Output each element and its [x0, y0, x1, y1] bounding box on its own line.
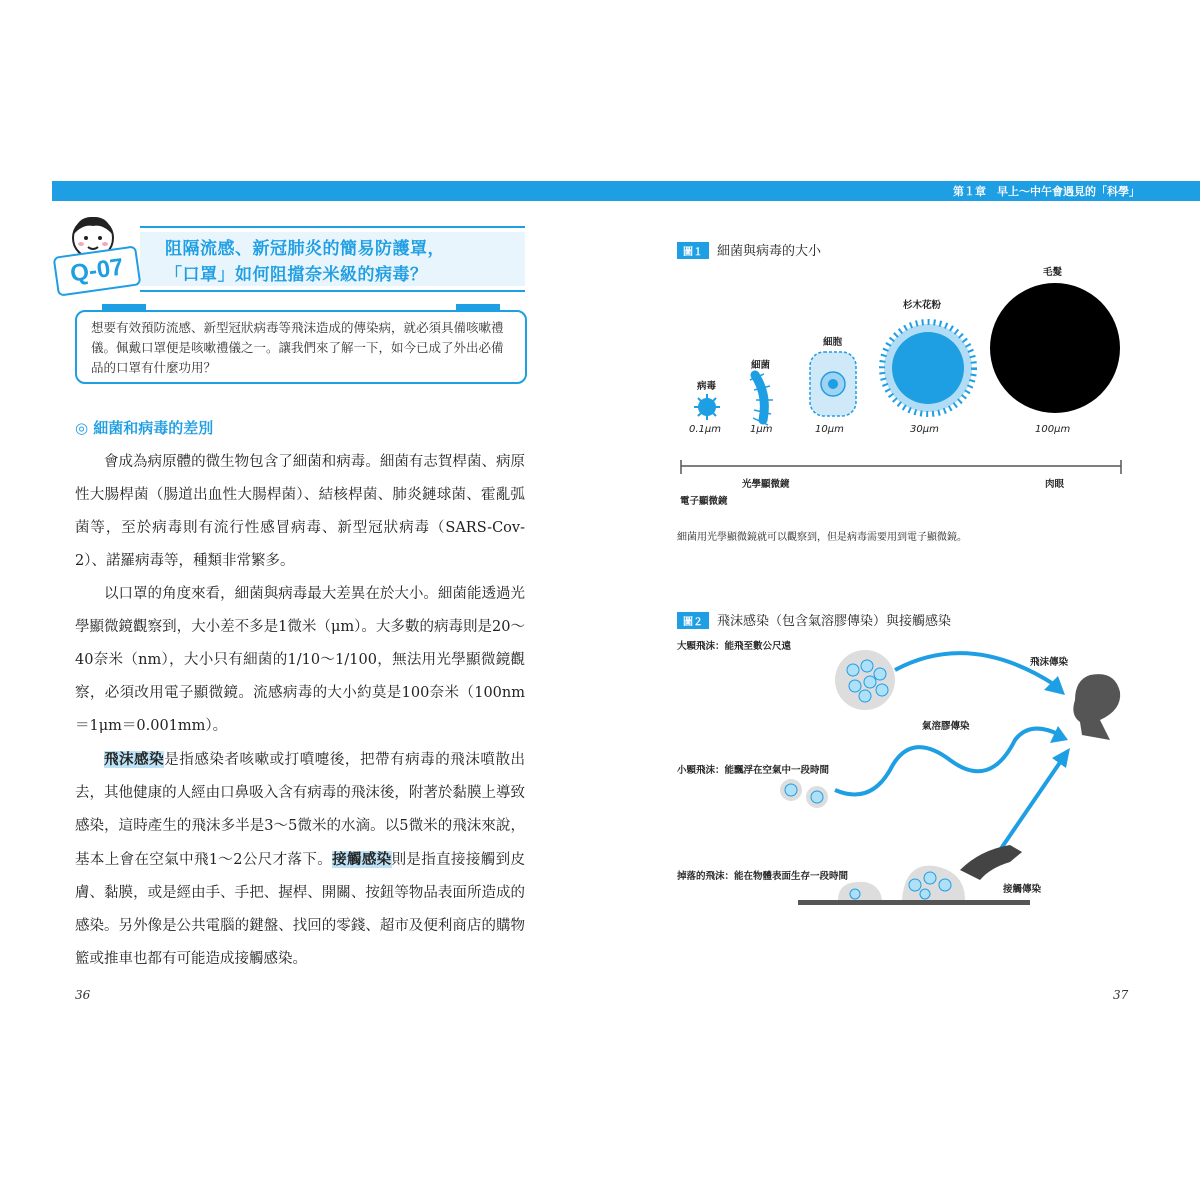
droplet-transmission-label: 飛沫傳染 — [1030, 657, 1069, 668]
scale-line — [678, 458, 1124, 478]
size-virus: 0.1μm — [689, 424, 722, 435]
page-number-left: 36 — [75, 988, 91, 1002]
body-text — [75, 446, 525, 976]
bacterium-icon — [750, 374, 773, 425]
label-pollen: 杉木花粉 — [903, 300, 942, 311]
scale-optical-label: 光學顯微鏡 — [742, 479, 790, 490]
term-droplet-infection: 飛沫感染 — [104, 751, 165, 768]
paragraph-1: 會成為病原體的微生物包含了細菌和病毒。細菌有志賀桿菌、病原性大腸桿菌（腸道出血性大腸桿菌）、結核桿菌、肺炎鏈球菌、霍亂弧菌等，至於病毒則有流行性感冒病毒、新型冠狀病毒（SARS-Cov-2）、諾羅病毒等，種類非常繁多。 — [75, 454, 525, 569]
large-droplet-label: 大顆飛沫：能飛至數公尺遠 — [677, 641, 792, 652]
contact-arrow — [1000, 758, 1063, 850]
paragraph-3: 飛沫感染是指感染者咳嗽或打噴嚏後，把帶有病毒的飛沫噴散出去，其他健康的人經由口鼻吸入含有病毒的飛沫後，附著於黏膜上導致感染，這時產生的飛沫多半是3～5微米的水滴。以5微米的飛沫來說，基本上會在空氣中飛1～2公尺才落下。接觸感染則是指直接接觸到皮膚、黏膜，或是經由手、手把、握桿、開關、按鈕等物品表面所造成的感染。另外像是公共電腦的鍵盤、找回的零錢、超市及便利商店的購物籃或推車也都有可能造成接觸感染。 — [75, 751, 526, 967]
size-hair: 100μm — [1035, 424, 1071, 435]
large-droplet-icon — [835, 650, 895, 710]
surface-line — [798, 900, 1030, 905]
figure-2-title: 圖２ 飛沫感染（包含氣溶膠傳染）與接觸感染 — [677, 610, 951, 629]
fallen-droplet-icon — [838, 866, 965, 900]
aerosol-transmission-label: 氣溶膠傳染 — [922, 721, 970, 732]
intro-text: 想要有效預防流感、新型冠狀病毒等飛沫造成的傳染病，就必須具備咳嗽禮儀。佩戴口罩便是咳嗽禮儀之一。讓我們來了解一下，如今已成了外出必備品的口罩有什麼功用？ — [91, 320, 504, 375]
chapter-header-bar — [52, 181, 1200, 201]
figure-1-title: 圖１ 細菌與病毒的大小 — [677, 240, 821, 259]
pollen-icon — [882, 322, 974, 414]
aerosol-arrow — [835, 729, 1060, 795]
size-bacterium: 1μm — [750, 424, 773, 435]
person-head-silhouette-icon — [1073, 674, 1120, 740]
scale-eye-label: 肉眼 — [1045, 479, 1065, 490]
label-virus: 病毒 — [697, 381, 717, 392]
size-comparison-illustration — [670, 260, 1140, 440]
cell-icon — [810, 352, 856, 416]
virus-icon — [694, 394, 720, 420]
term-contact-infection: 接觸感染 — [332, 851, 392, 868]
section-heading: ◎ 細菌和病毒的差別 — [75, 419, 214, 437]
size-cell: 10μm — [815, 424, 844, 435]
chapter-title: 第１章 早上～中午會遇見的「科學」 — [953, 185, 1140, 198]
small-droplet-label: 小顆飛沫：能飄浮在空氣中一段時間 — [677, 765, 830, 776]
fallen-droplet-label: 掉落的飛沫：能在物體表面生存一段時間 — [677, 871, 849, 882]
small-droplet-icon — [780, 779, 828, 808]
label-cell: 細胞 — [823, 337, 843, 348]
scale-electron-label: 電子顯微鏡 — [680, 496, 728, 507]
hair-cross-section-icon — [990, 283, 1120, 413]
question-title: 阻隔流感、新冠肺炎的簡易防護罩， 「口罩」如何阻擋奈米級的病毒？ — [165, 239, 445, 285]
size-pollen: 30μm — [910, 424, 939, 435]
figure-1-caption: 細菌用光學顯微鏡就可以觀察到，但是病毒需要用到電子顯微鏡。 — [677, 532, 967, 543]
label-hair: 毛髮 — [1043, 267, 1063, 278]
question-banner — [60, 226, 525, 292]
label-bacterium: 細菌 — [751, 360, 771, 371]
paragraph-2: 以口罩的角度來看，細菌與病毒最大差異在於大小。細菌能透過光學顯微鏡觀察到，大小差不多是1微米（μm）。大多數的病毒則是20～40奈米（nm），大小只有細菌的1/10～1/100，無法用光學顯微鏡觀察，必須改用電子顯微鏡。流感病毒的大小約莫是100奈米（100nm＝1μm＝0.001mm）。 — [75, 586, 525, 734]
contact-transmission-label: 接觸傳染 — [1003, 884, 1042, 895]
hand-icon — [960, 845, 1022, 880]
question-number-tag: Q-07 — [53, 245, 142, 296]
intro-box — [75, 310, 527, 384]
page-number-right: 37 — [1113, 988, 1129, 1002]
